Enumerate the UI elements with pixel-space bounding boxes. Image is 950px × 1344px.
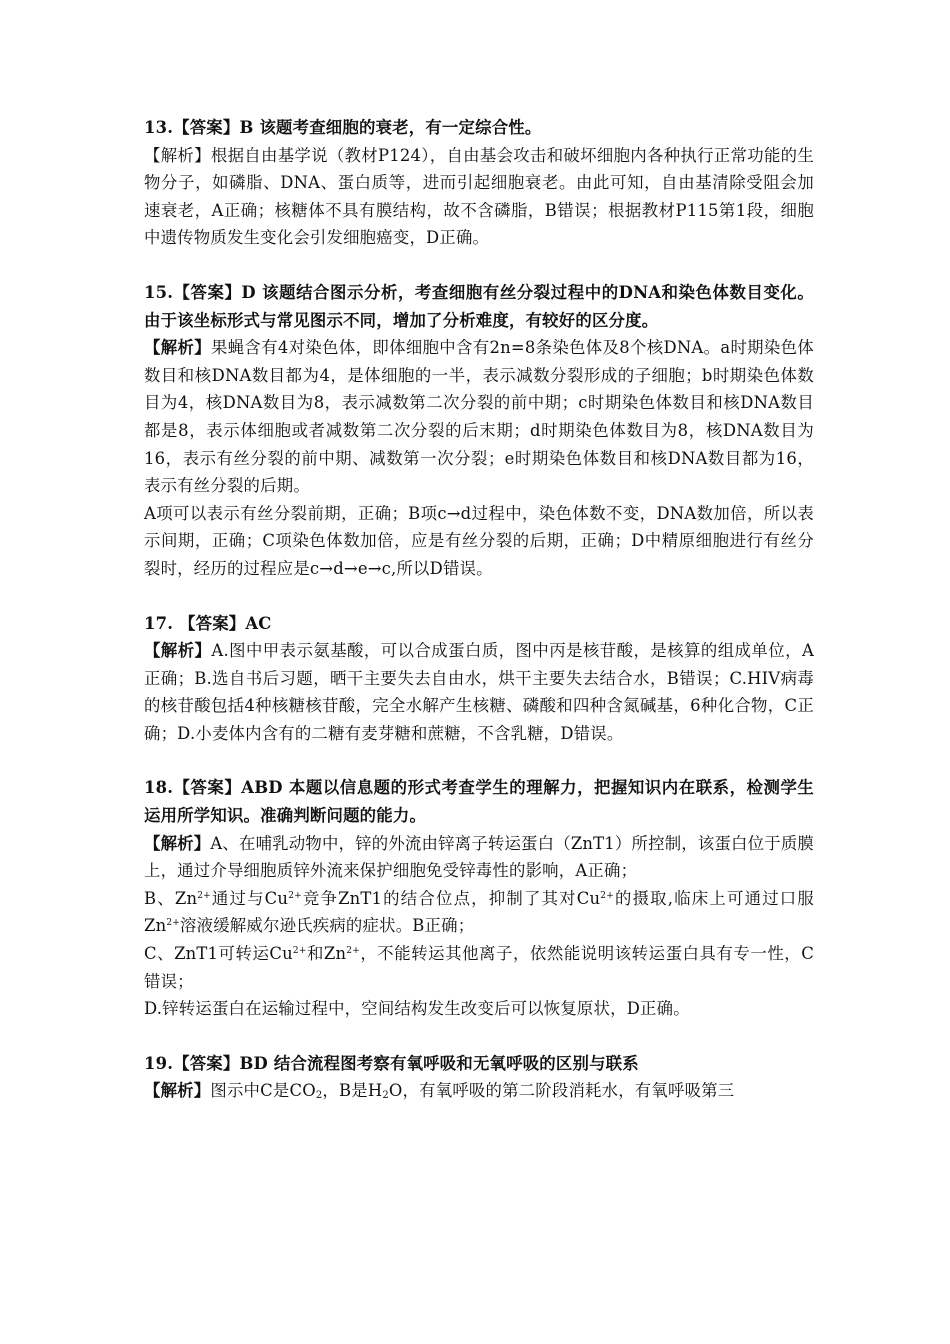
text-run: 溶液缓解威尔逊氏疾病的症状。B正确； <box>180 916 475 936</box>
answer-15-header: 15.【答案】D 该题结合图示分析，考查细胞有丝分裂过程中的DNA和染色体数目变化。由于该坐标形式与常见图示不同，增加了分析难度，有较好的区分度。 <box>144 282 814 330</box>
answer-18-analysis-a <box>144 830 814 885</box>
answer-13-header: 13.【答案】B 该题考查细胞的衰老，有一定综合性。 <box>144 118 542 137</box>
superscript: 2+ <box>292 946 307 957</box>
answer-13-analysis <box>144 142 814 252</box>
analysis-label: 【解析】 <box>144 833 211 853</box>
answer-17-analysis <box>144 637 814 747</box>
superscript: 2+ <box>288 890 302 901</box>
analysis-text: A.图中甲表示氨基酸，可以合成蛋白质，图中丙是核苷酸，是核算的组成单位，A正确；B.选自书后习题，晒干主要失去自由水，烘干主要失去结合水，B错误；C.HIV病毒的核苷酸包括4种核糖核苷酸，完全水解产生核糖、磷酸和四种含氮碱基，6种化合物，C正确；D.小麦体内含有的二糖有麦芽糖和蔗糖，不含乳糖，D错误。 <box>144 641 814 743</box>
answer-15 <box>144 279 814 583</box>
text-run: 图示中C是CO <box>210 1081 316 1101</box>
answer-17 <box>144 610 814 748</box>
text-run: ，不能转运其他离子，依然能说明该转运蛋白具有专一性，C错误； <box>144 944 814 991</box>
answer-18-header: 18.【答案】ABD 本题以信息题的形式考查学生的理解力，把握知识内在联系，检测学生运用所学知识。准确判断问题的能力。 <box>144 778 814 826</box>
answer-18 <box>144 774 814 1022</box>
subscript: 2 <box>382 1090 389 1102</box>
text-run: B、Zn <box>144 888 198 908</box>
answer-13 <box>144 114 814 252</box>
subscript: 2 <box>315 1090 323 1102</box>
answer-15-options: A项可以表示有丝分裂前期，正确；B项c→d过程中，染色体数不变，DNA数加倍，所以表示间期，正确；C项染色体数加倍，应是有丝分裂的后期，正确；D中精原细胞进行有丝分裂时，经历的过程应是c→d→e→c,所以D错误。 <box>144 503 814 578</box>
text-run: 通过与Cu <box>210 888 289 908</box>
answer-15-analysis <box>144 334 814 500</box>
analysis-label: 【解析】 <box>144 641 212 661</box>
text-run: 和Zn <box>306 944 347 964</box>
analysis-text: 根据自由基学说（教材P124），自由基会攻击和破坏细胞内各种执行正常功能的生物分子，如磷脂、DNA、蛋白质等，进而引起细胞衰老。由此可知，自由基清除受阻会加速衰老，A正确；核糖体不具有膜结构，故不含磷脂，B错误；根据教材P115第1段，细胞中遗传物质发生变化会引发细胞癌变，D正确。 <box>144 145 814 248</box>
analysis-text: A、在哺乳动物中，锌的外流由锌离子转运蛋白（ZnT1）所控制，该蛋白位于质膜上，通过介导细胞质锌外流来保护细胞免受锌毒性的影响，A正确； <box>144 833 815 881</box>
text-run: 的摄取,临床上可通过口服Zn <box>144 888 814 936</box>
text-run: C、ZnT1可转运Cu <box>144 944 293 964</box>
analysis-label: 【解析】 <box>144 1081 211 1101</box>
document-page <box>144 114 814 1105</box>
text-run: ，B是H <box>322 1081 383 1101</box>
superscript: 2+ <box>197 890 211 901</box>
analysis-label: 【解析】 <box>144 145 211 165</box>
answer-19-header: 19.【答案】BD 结合流程图考察有氧呼吸和无氧呼吸的区别与联系 <box>144 1053 639 1073</box>
answer-17-header: 17. 【答案】AC <box>144 613 272 633</box>
answer-19-analysis <box>144 1077 814 1105</box>
analysis-label: 【解析】 <box>144 338 211 358</box>
superscript: 2+ <box>346 946 360 957</box>
analysis-text: 果蝇含有4对染色体，即体细胞中含有2n=8条染色体及8个核DNA。a时期染色体数目和核DNA数目都为4，是体细胞的一半，表示减数分裂形成的子细胞；b时期染色体数目为4，核DNA数目为8，表示减数第二次分裂的前中期；c时期染色体数目和核DNA数目都是8，表示体细胞或者减数第二次分裂的后末期；d时期染色体数目为8，核DNA数目为16，表示有丝分裂的前中期、减数第一次分裂；e时期染色体数目和核DNA数目都为16，表示有丝分裂的后期。 <box>144 338 814 496</box>
superscript: 2+ <box>600 890 614 901</box>
text-run: O，有氧呼吸的第二阶段消耗水，有氧呼吸第三 <box>388 1081 735 1101</box>
superscript: 2+ <box>166 918 181 929</box>
answer-18-analysis-b <box>144 885 814 940</box>
text-run: 竞争ZnT1的结合位点，抑制了其对Cu <box>301 888 601 908</box>
answer-18-analysis-c <box>144 940 814 995</box>
answer-18-analysis-d: D.锌转运蛋白在运输过程中，空间结构发生改变后可以恢复原状，D正确。 <box>144 999 690 1019</box>
answer-19 <box>144 1050 814 1105</box>
